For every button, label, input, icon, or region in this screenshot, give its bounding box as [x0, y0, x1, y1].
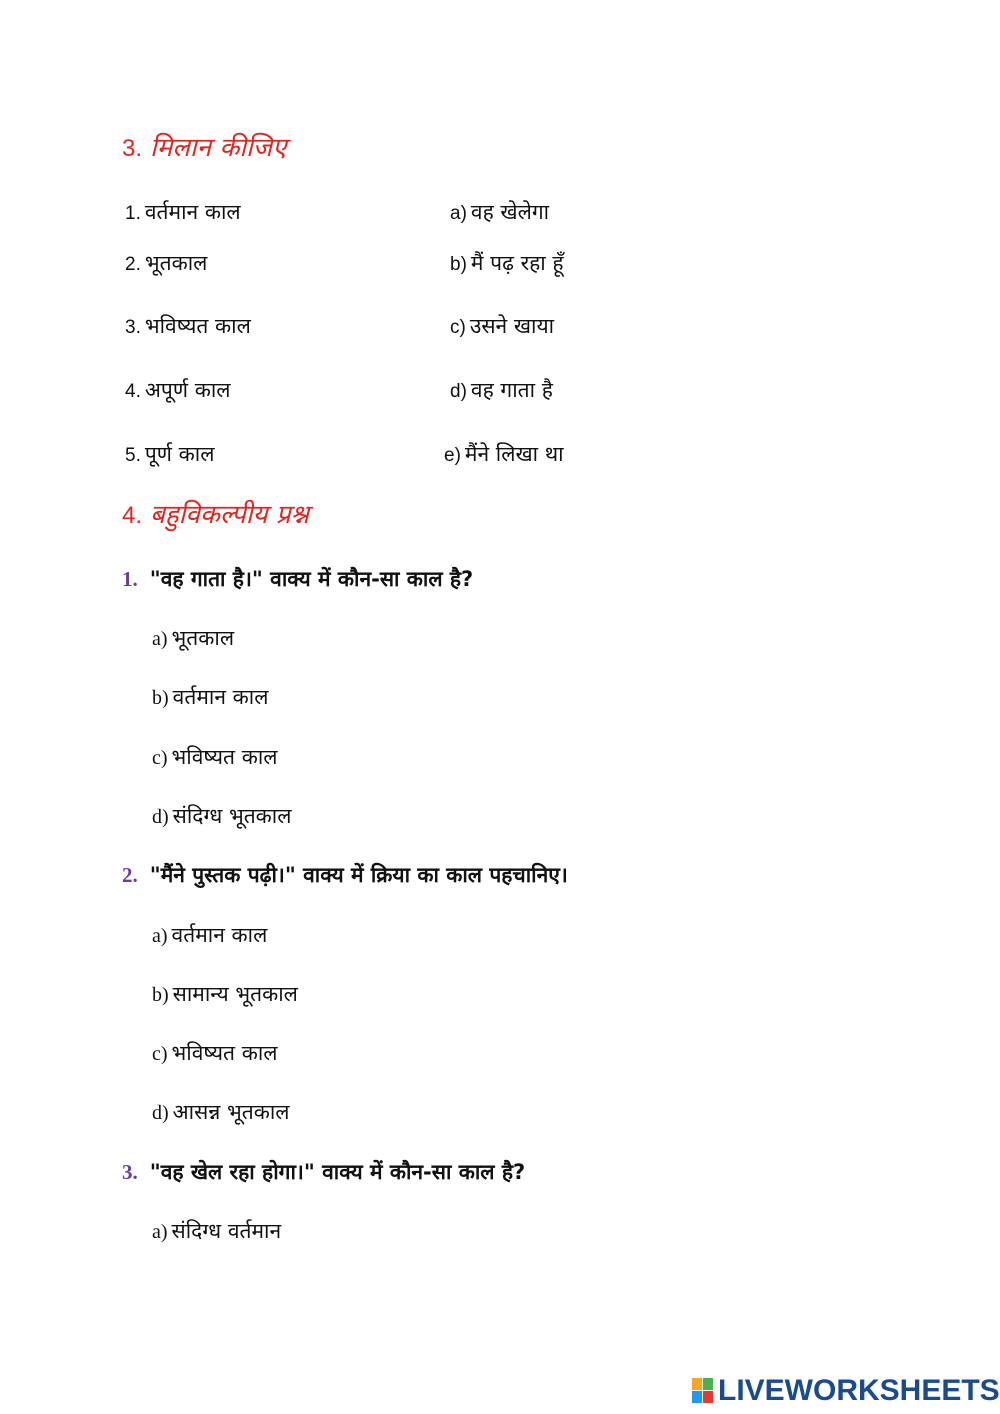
- question-text: "वह खेल रहा होगा।" वाक्य में कौन-सा काल है?: [149, 1160, 526, 1184]
- match-left-index: 2.: [125, 254, 141, 275]
- question-number: 1.: [122, 567, 138, 591]
- match-right-text: मैंने लिखा था: [464, 442, 564, 466]
- option-index: a): [152, 628, 168, 650]
- option-text: भविष्यत काल: [171, 1041, 278, 1065]
- section4-heading: [122, 495, 309, 531]
- match-left-item: [125, 198, 241, 226]
- match-left-text: पूर्ण काल: [144, 442, 215, 466]
- match-left-index: 3.: [125, 317, 141, 338]
- match-left-index: 5.: [125, 445, 141, 466]
- question: [122, 1158, 525, 1186]
- question: [122, 565, 473, 593]
- match-right-index: c): [450, 317, 466, 338]
- match-right-index: a): [450, 203, 467, 224]
- option-index: d): [152, 806, 169, 828]
- option: [152, 980, 298, 1008]
- match-right-text: वह गाता है: [470, 378, 553, 402]
- option: [152, 743, 278, 771]
- option-index: b): [152, 687, 169, 709]
- match-left-text: वर्तमान काल: [144, 200, 241, 224]
- option-index: c): [152, 747, 168, 769]
- match-left-item: [125, 440, 214, 468]
- match-left-index: 4.: [125, 381, 141, 402]
- match-right-item: [450, 249, 564, 277]
- option-text: संदिग्ध भूतकाल: [172, 804, 292, 828]
- option-text: संदिग्ध वर्तमान: [171, 1219, 282, 1243]
- match-left-text: भविष्यत काल: [144, 314, 251, 338]
- liveworksheets-logo[interactable]: [692, 1374, 1000, 1408]
- match-right-index: d): [450, 381, 467, 402]
- option: [152, 1217, 281, 1245]
- question-number: 3.: [122, 1160, 138, 1184]
- question-text: "वह गाता है।" वाक्य में कौन-सा काल है?: [149, 567, 474, 591]
- option: [152, 1039, 278, 1067]
- option-text: आसन्न भूतकाल: [172, 1100, 290, 1124]
- option: [152, 683, 268, 711]
- match-right-item: [450, 376, 553, 404]
- option: [152, 624, 234, 652]
- option-text: भूतकाल: [171, 626, 235, 650]
- liveworksheets-logo-icon: [692, 1378, 714, 1404]
- match-left-item: [125, 249, 207, 277]
- option-text: सामान्य भूतकाल: [172, 982, 298, 1006]
- question-number: 2.: [122, 863, 138, 887]
- option-index: c): [152, 1043, 168, 1065]
- option-index: d): [152, 1102, 169, 1124]
- option: [152, 921, 267, 949]
- match-left-index: 1.: [125, 203, 141, 224]
- section3-title: मिलान कीजिए: [150, 133, 287, 163]
- match-right-text: मैं पढ़ रहा हूँ: [470, 251, 564, 275]
- match-right-item: [450, 198, 549, 226]
- option: [152, 1098, 290, 1126]
- question: [122, 861, 568, 889]
- match-left-text: अपूर्ण काल: [144, 378, 231, 402]
- option-index: a): [152, 1221, 168, 1243]
- logo-text: LIVEWORKSHEETS: [718, 1374, 1000, 1407]
- match-right-item: [450, 312, 554, 340]
- match-left-text: भूतकाल: [144, 251, 208, 275]
- match-left-item: [125, 312, 251, 340]
- question-text: "मैंने पुस्तक पढ़ी।" वाक्य में क्रिया का काल पहचानिए।: [149, 863, 568, 887]
- option-text: वर्तमान काल: [172, 685, 269, 709]
- option: [152, 802, 292, 830]
- match-left-item: [125, 376, 231, 404]
- option-text: वर्तमान काल: [171, 923, 268, 947]
- option-index: a): [152, 925, 168, 947]
- section4-number: 4.: [122, 502, 143, 529]
- match-right-text: उसने खाया: [469, 314, 555, 338]
- option-index: b): [152, 984, 169, 1006]
- match-right-index: e): [444, 445, 461, 466]
- section4-title: बहुविकल्पीय प्रश्न: [150, 500, 310, 530]
- option-text: भविष्यत काल: [171, 745, 278, 769]
- match-right-index: b): [450, 254, 467, 275]
- match-right-item: [444, 440, 564, 468]
- section3-number: 3.: [122, 135, 143, 162]
- match-right-text: वह खेलेगा: [470, 200, 550, 224]
- section3-heading: [122, 128, 286, 164]
